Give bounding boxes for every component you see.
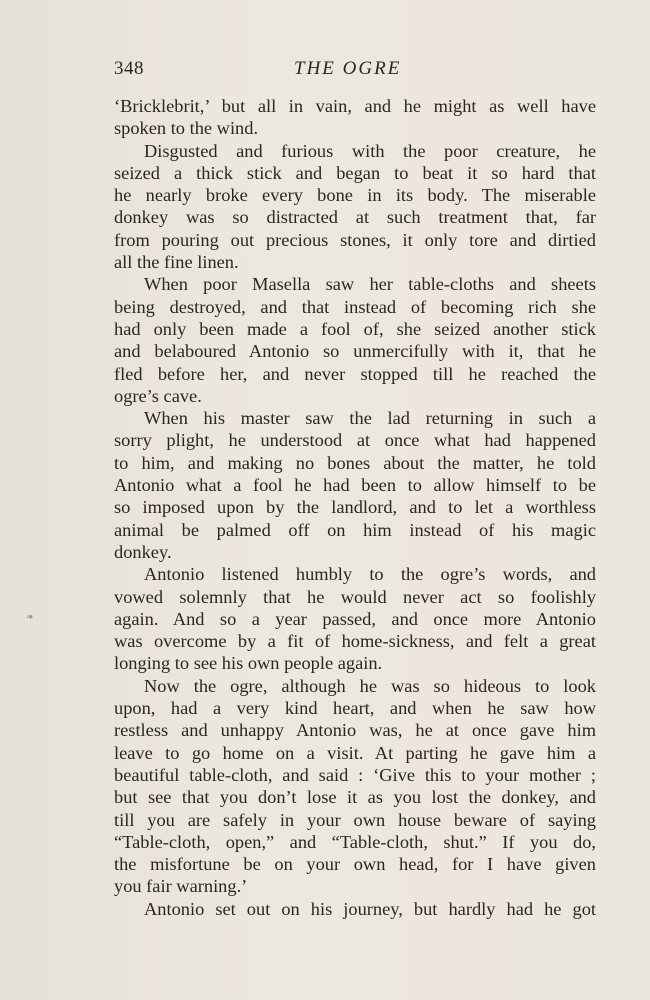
text-line: Antonio listened humbly to the ogre’s words, and (144, 564, 596, 585)
text-line: was overcome by a fit of home-sickness, and felt a great (114, 631, 596, 652)
page-header (114, 58, 594, 88)
text-line: ogre’s cave. (114, 385, 202, 406)
text-line: donkey. (114, 541, 172, 562)
text-line: seized a thick stick and began to beat it so hard that (114, 162, 596, 183)
text-line: spoken to the wind. (114, 118, 259, 139)
text-line: so imposed upon by the landlord, and to let a worthless (114, 497, 596, 518)
text-line: the misfortune be on your own head, for I have given (114, 854, 596, 875)
text-line: sorry plight, he understood at once what had happened (114, 430, 596, 451)
text-line: had only been made a fool of, she seized another stick (114, 318, 596, 339)
text-line: Antonio what a fool he had been to allow himself to be (114, 475, 596, 496)
text-line: to him, and making no bones about the matter, he told (114, 452, 596, 473)
text-line: animal be palmed off on him instead of his magic (114, 519, 596, 540)
text-line: from pouring out precious stones, it only tore and dirtied (114, 229, 596, 250)
text-line: and belaboured Antonio so unmercifully with it, that he (114, 341, 596, 362)
text-line: upon, had a very kind heart, and when he saw how (114, 698, 596, 719)
text-line: When his master saw the lad returning in such a (144, 408, 596, 429)
body-text (114, 95, 596, 920)
margin-mark: ❧ (26, 612, 35, 623)
text-line: longing to see his own people again. (114, 653, 383, 674)
text-line: again. And so a year passed, and once more Antonio (114, 608, 596, 629)
text-line: When poor Masella saw her table-cloths and sheets (144, 274, 596, 295)
text-line: but see that you don’t lose it as you lost the donkey, and (114, 787, 596, 808)
text-line: beautiful table-cloth, and said : ‘Give this to your mother ; (114, 764, 596, 785)
text-line: till you are safely in your own house beware of saying (114, 809, 596, 830)
text-line: he nearly broke every bone in its body. The miserable (114, 185, 596, 206)
text-line: being destroyed, and that instead of becoming rich she (114, 296, 596, 317)
text-line: ‘Bricklebrit,’ but all in vain, and he might as well have (114, 96, 596, 116)
text-line: donkey was so distracted at such treatment that, far (114, 207, 596, 228)
text-line: fled before her, and never stopped till he reached the (114, 363, 596, 384)
text-line: restless and unhappy Antonio was, he at once gave him (114, 720, 596, 741)
text-line: all the fine linen. (114, 252, 239, 273)
text-line: Antonio set out on his journey, but hardly had he got (144, 898, 596, 919)
text-line: Now the ogre, although he was so hideous to look (144, 675, 596, 696)
page-number: 348 (114, 58, 144, 79)
text-line: leave to go home on a visit. At parting he gave him a (114, 742, 596, 763)
text-line: you fair warning.’ (114, 876, 248, 897)
text-line: Disgusted and furious with the poor creature, he (144, 140, 596, 161)
text-line: “Table-cloth, open,” and “Table-cloth, shut.” If you do, (114, 831, 596, 852)
running-title: THE OGRE (294, 58, 402, 79)
text-line: vowed solemnly that he would never act so foolishly (114, 586, 596, 607)
